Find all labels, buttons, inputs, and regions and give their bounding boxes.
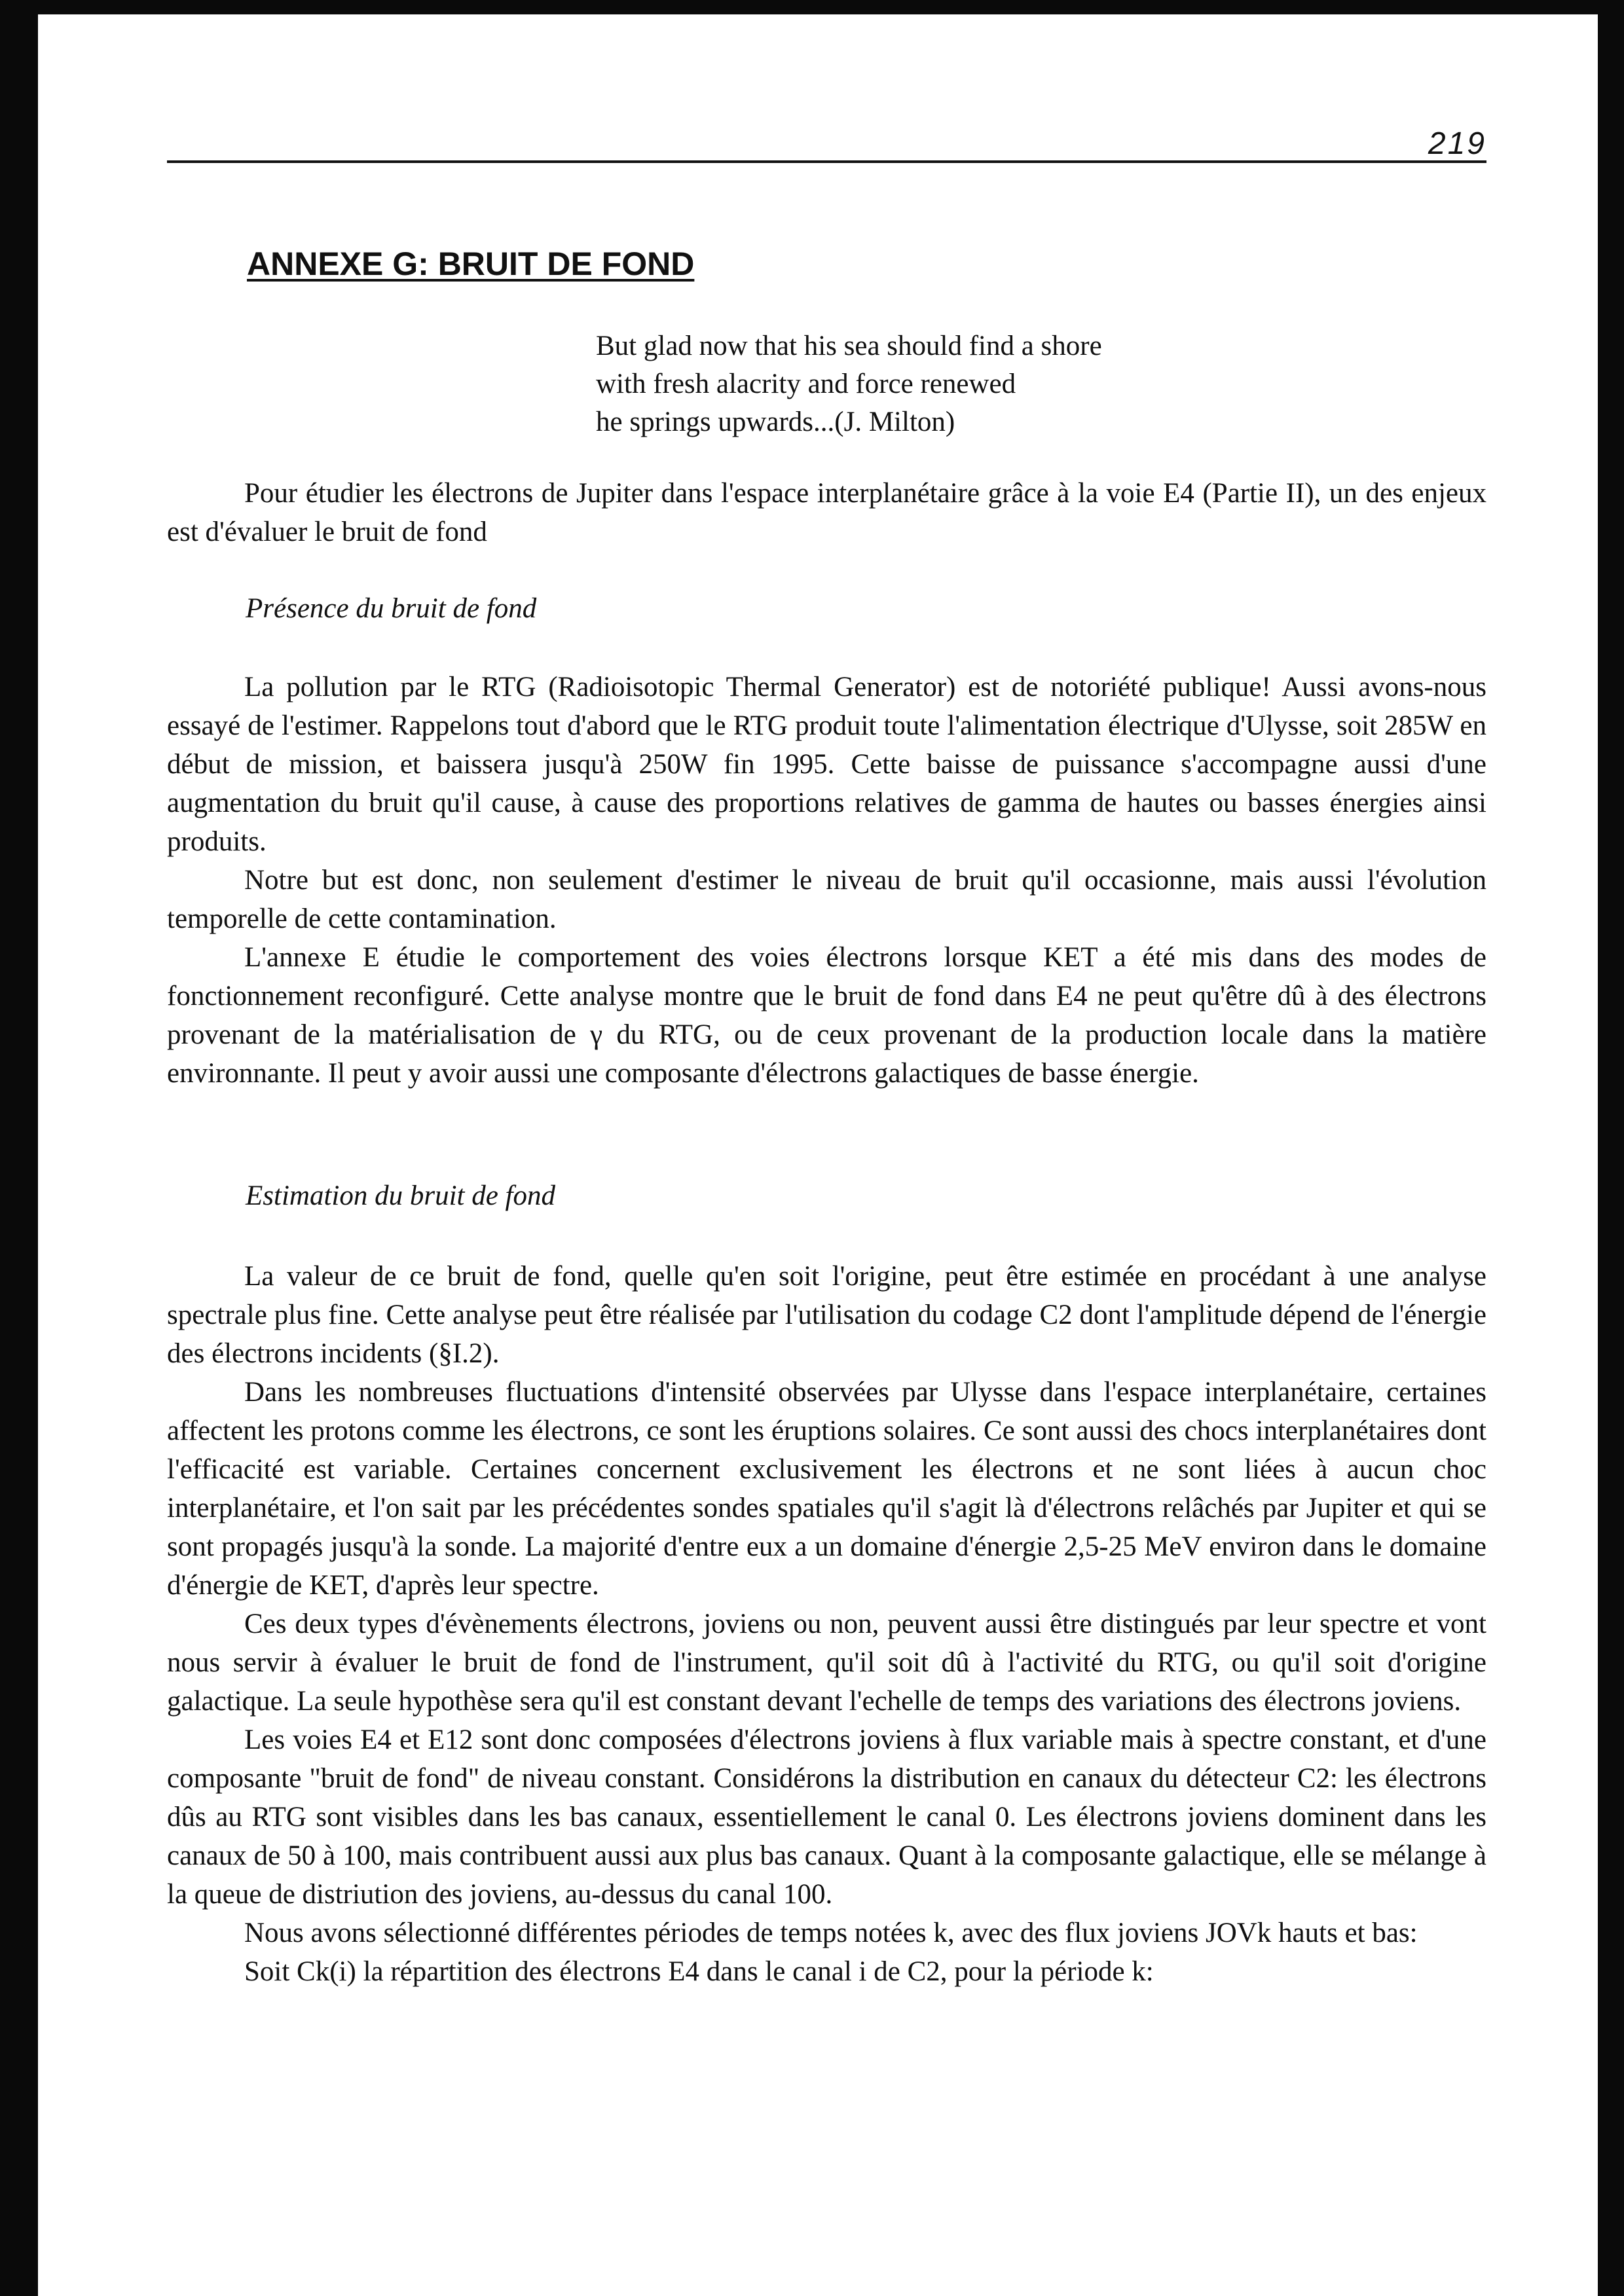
section-heading-estimation: Estimation du bruit de fond <box>246 1180 555 1211</box>
epigraph-line: he springs upwards...(J. Milton) <box>596 407 955 437</box>
epigraph-line: But glad now that his sea should find a shore <box>596 331 1102 361</box>
body-paragraph: La pollution par le RTG (Radioisotopic Thermal Generator) est de notoriété publique! Aussi avons-nous essayé de l'estimer. Rappelons tout d'abord que le RTG produit toute l'alimentation électrique d'Ulysse, soit 285W en début de mission, et baissera jusqu'à 250W fin 1995. Cette baisse de puissance s'accompagne aussi d'une augmentation du bruit qu'il cause, à cause des proportions relatives de gamma de hautes ou basses énergies ainsi produits. <box>167 672 1486 857</box>
body-paragraph: La valeur de ce bruit de fond, quelle qu'en soit l'origine, peut être estimée en procédant à une analyse spectrale plus fine. Cette analyse peut être réalisée par l'utilisation du codage C2 dont l'amplitude dépend de l'énergie des électrons incidents (§I.2). <box>167 1261 1486 1369</box>
intro-block <box>167 474 1486 551</box>
body-paragraph: L'annexe E étudie le comportement des voies électrons lorsque KET a été mis dans des modes de fonctionnement reconfiguré. Cette analyse montre que le bruit de fond dans E4 ne peut qu'être dû à des électrons provenant de la matérialisation de γ du RTG, ou de ceux provenant de la production locale dans la matière environnante. Il peut y avoir aussi une composante d'électrons galactiques de basse énergie. <box>167 942 1486 1089</box>
epigraph <box>596 327 1102 441</box>
annex-title: ANNEXE G: BRUIT DE FOND <box>247 246 695 282</box>
body-paragraph: Les voies E4 et E12 sont donc composées d'électrons joviens à flux variable mais à spectre constant, et d'une composante "bruit de fond" de niveau constant. Considérons la distribution en canaux du détecteur C2: les électrons dûs au RTG sont visibles dans les bas canaux, essentiellement le canal 0. Les électrons joviens dominent dans les canaux de 50 à 100, mais contribuent aussi aux plus bas canaux. Quant à la composante galactique, elle se mélange à la queue de distriution des joviens, au-dessus du canal 100. <box>167 1724 1486 1910</box>
section1-body <box>167 668 1486 1093</box>
page-number: 219 <box>1428 126 1486 161</box>
body-paragraph: Notre but est donc, non seulement d'estimer le niveau de bruit qu'il occasionne, mais aussi l'évolution temporelle de cette contamination. <box>167 865 1486 934</box>
body-paragraph: Nous avons sélectionné différentes périodes de temps notées k, avec des flux joviens JOVk hauts et bas: <box>244 1918 1418 1948</box>
section-heading-presence: Présence du bruit de fond <box>246 593 537 624</box>
intro-paragraph: Pour étudier les électrons de Jupiter dans l'espace interplanétaire grâce à la voie E4 (Partie II), un des enjeux est d'évaluer le bruit de fond <box>167 478 1486 547</box>
section2-body <box>167 1257 1486 1991</box>
header-rule <box>167 160 1486 163</box>
body-paragraph: Dans les nombreuses fluctuations d'intensité observées par Ulysse dans l'espace interplanétaire, certaines affectent les protons comme les électrons, ce sont les éruptions solaires. Ce sont aussi des chocs interplanétaires dont l'efficacité est variable. Certaines concernent exclusivement les électrons et ne sont liées à aucun choc interplanétaire, et l'on sait par les précédentes sondes spatiales qu'il s'agit là d'électrons relâchés par Jupiter et qui se sont propagés jusqu'à la sonde. La majorité d'entre eux a un domaine d'énergie 2,5-25 MeV environ dans le domaine d'énergie de KET, d'après leur spectre. <box>167 1377 1486 1601</box>
body-paragraph: Ces deux types d'évènements électrons, joviens ou non, peuvent aussi être distingués par leur spectre et vont nous servir à évaluer le bruit de fond de l'instrument, qu'il soit dû à l'activité du RTG, ou qu'il soit d'origine galactique. La seule hypothèse sera qu'il est constant devant l'echelle de temps des variations des électrons joviens. <box>167 1609 1486 1717</box>
body-paragraph: Soit Ck(i) la répartition des électrons E4 dans le canal i de C2, pour la période k: <box>244 1956 1154 1987</box>
epigraph-line: with fresh alacrity and force renewed <box>596 369 1016 399</box>
